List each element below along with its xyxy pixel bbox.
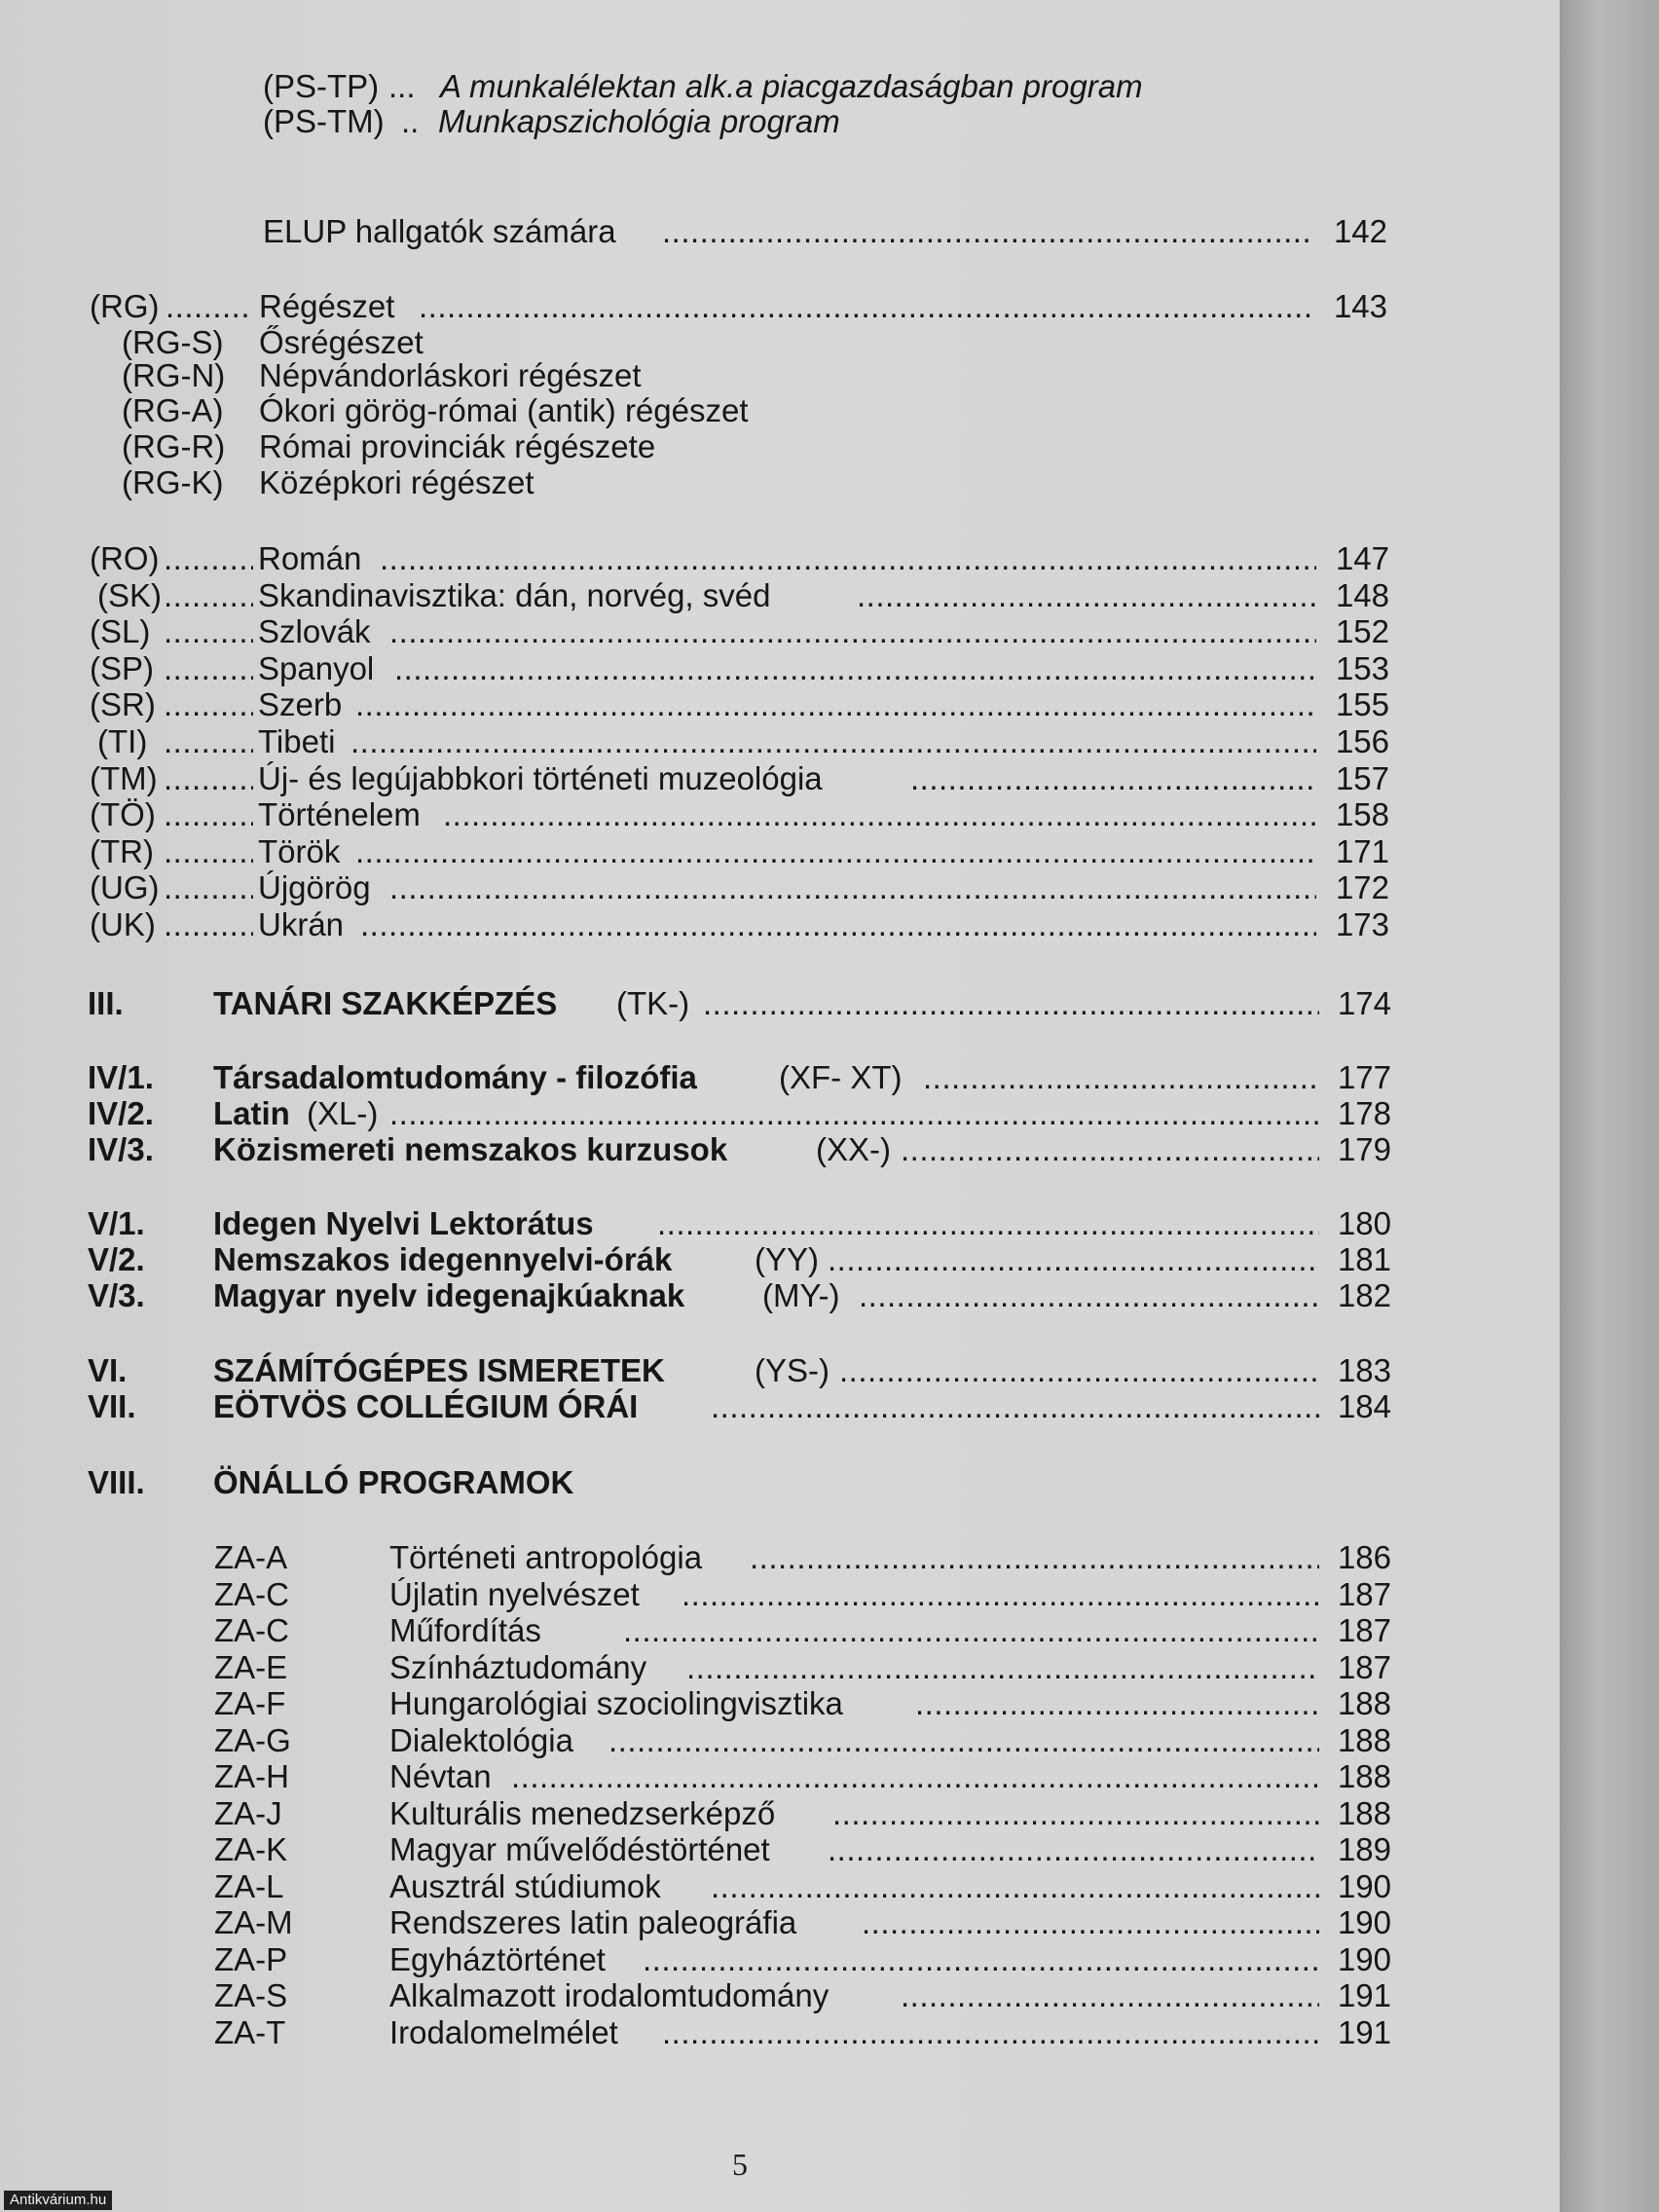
entry-title: Kulturális menedzserképző xyxy=(389,1795,776,1831)
entry-code: ZA-G xyxy=(214,1722,291,1758)
toc-section-heading xyxy=(0,1132,1560,1167)
entry-page: 156 xyxy=(1335,723,1389,759)
entry-title: Újlatin nyelvészet xyxy=(389,1576,640,1612)
dot-leader xyxy=(164,541,253,576)
toc-entry-program xyxy=(0,1686,1560,1721)
section-number: VII. xyxy=(88,1388,136,1424)
entry-page: 158 xyxy=(1335,796,1389,832)
toc-entry-program xyxy=(0,1759,1560,1794)
section-code: (XX-) xyxy=(816,1131,891,1167)
entry-page: 152 xyxy=(1335,613,1389,649)
toc-entry-program xyxy=(0,1613,1560,1648)
section-page: 174 xyxy=(1337,985,1391,1021)
entry-page: 191 xyxy=(1337,2014,1391,2050)
entry-title: Dialektológia xyxy=(389,1722,573,1758)
toc-entry-language xyxy=(0,797,1560,832)
entry-title: Török xyxy=(258,833,341,869)
entry-title: Római provinciák régészete xyxy=(259,428,656,464)
section-number: III. xyxy=(88,985,124,1021)
section-number: IV/1. xyxy=(88,1059,154,1095)
entry-title: Névtan xyxy=(389,1758,492,1794)
toc-entry-language xyxy=(0,541,1560,576)
entry-code: (PS-TP) xyxy=(263,68,380,104)
dot-leader xyxy=(394,651,1316,686)
toc-entry-program xyxy=(0,1650,1560,1685)
entry-code: ZA-T xyxy=(214,2014,286,2050)
toc-entry-language xyxy=(0,761,1560,796)
dot-leader xyxy=(166,289,253,324)
entry-title: Új- és legújabbkori történeti muzeológia xyxy=(258,760,823,796)
entry-code: (UK) xyxy=(90,906,156,942)
toc-entry-program xyxy=(0,1723,1560,1758)
entry-code: (RG) xyxy=(90,288,160,324)
dot-leader xyxy=(164,870,253,905)
dot-leader xyxy=(859,1278,1319,1313)
dot-leader xyxy=(862,1905,1319,1940)
entry-title: Rendszeres latin paleográfia xyxy=(389,1904,797,1940)
section-number: VI. xyxy=(88,1352,128,1388)
toc-entry-language xyxy=(0,870,1560,905)
entry-page: 188 xyxy=(1337,1758,1391,1794)
section-page: 183 xyxy=(1337,1352,1391,1388)
dot-leader xyxy=(164,578,253,613)
entry-code: (TÖ) xyxy=(90,796,156,832)
dot-leader xyxy=(164,651,253,686)
section-title: EÖTVÖS COLLÉGIUM ÓRÁI xyxy=(213,1388,639,1424)
section-title: TANÁRI SZAKKÉPZÉS xyxy=(213,985,558,1021)
entry-page: 147 xyxy=(1335,540,1389,576)
dot-leader xyxy=(657,1206,1319,1241)
section-title: Latin xyxy=(213,1095,290,1131)
section-code: (XF- XT) xyxy=(779,1059,903,1095)
dot-leader xyxy=(389,614,1316,649)
section-page: 182 xyxy=(1337,1277,1391,1313)
entry-code: ZA-A xyxy=(214,1539,288,1575)
dot-leader xyxy=(419,289,1314,324)
toc-entry-language xyxy=(0,724,1560,759)
entry-title: Szlovák xyxy=(258,613,371,649)
entry-title: Román xyxy=(258,540,362,576)
entry-page: 153 xyxy=(1335,650,1389,686)
entry-code: ZA-F xyxy=(214,1685,286,1721)
section-page: 184 xyxy=(1337,1388,1391,1424)
toc-section-heading xyxy=(0,1353,1560,1388)
toc-entry-archaeology xyxy=(0,358,1560,393)
entry-title: Spanyol xyxy=(258,650,375,686)
dot-leader xyxy=(839,1353,1319,1388)
toc-section-heading xyxy=(0,1389,1560,1424)
section-title: SZÁMÍTÓGÉPES ISMERETEK xyxy=(213,1352,665,1388)
entry-title: Szerb xyxy=(258,686,343,722)
dot-leader xyxy=(360,907,1316,942)
toc-section-heading xyxy=(0,1242,1560,1277)
section-code: (YS-) xyxy=(755,1352,830,1388)
entry-page: 155 xyxy=(1335,686,1389,722)
entry-code: ZA-L xyxy=(214,1868,284,1904)
toc-entry-program xyxy=(0,1832,1560,1867)
entry-code: (SR) xyxy=(90,686,156,722)
dot-leader xyxy=(355,834,1316,869)
toc-entry-archaeology xyxy=(0,465,1560,500)
entry-title: Újgörög xyxy=(258,869,371,905)
entry-title: Színháztudomány xyxy=(389,1649,647,1685)
toc-entry-ps-tm xyxy=(0,104,1560,139)
dot-leader xyxy=(711,1389,1319,1424)
entry-title: A munkalélektan alk.a piacgazdaságban program xyxy=(440,68,1143,104)
section-page: 180 xyxy=(1337,1205,1391,1241)
dot-leader xyxy=(686,1650,1319,1685)
page-number: 5 xyxy=(732,2147,748,2182)
entry-code: (RG-S) xyxy=(122,324,224,360)
dot-leader xyxy=(923,1060,1319,1095)
toc-entry-language xyxy=(0,651,1560,686)
toc-entry-program xyxy=(0,1905,1560,1940)
entry-page: 148 xyxy=(1335,577,1389,613)
entry-title: Régészet xyxy=(259,288,395,324)
entry-title: Irodalomelmélet xyxy=(389,2014,618,2050)
entry-page: 188 xyxy=(1337,1795,1391,1831)
dot-leader xyxy=(901,1132,1319,1167)
section-code: (TK-) xyxy=(616,985,690,1021)
entry-title: Magyar művelődéstörténet xyxy=(389,1831,770,1867)
dot-leader xyxy=(682,1577,1319,1612)
entry-title: Történeti antropológia xyxy=(389,1539,703,1575)
entry-page: 187 xyxy=(1337,1649,1391,1685)
dot-leader xyxy=(164,834,253,869)
toc-section-heading xyxy=(0,1206,1560,1241)
entry-page: 142 xyxy=(1333,213,1387,249)
entry-page: 190 xyxy=(1337,1904,1391,1940)
toc-section-heading xyxy=(0,1060,1560,1095)
toc-section-heading xyxy=(0,1278,1560,1313)
entry-code: (TM) xyxy=(90,760,158,796)
page-edge-shadow xyxy=(1560,0,1659,2212)
entry-code: (RG-A) xyxy=(122,392,224,428)
dot-leader xyxy=(164,761,253,796)
entry-title: Ókori görög-római (antik) régészet xyxy=(259,392,749,428)
entry-title: Hungarológiai szociolingvisztika xyxy=(389,1685,843,1721)
dot-leader xyxy=(608,1723,1319,1758)
section-code: (MY-) xyxy=(762,1277,840,1313)
entry-title: Középkori régészet xyxy=(259,464,535,500)
section-code: (XL-) xyxy=(307,1095,379,1131)
entry-code: (RO) xyxy=(90,540,160,576)
toc-section-heading xyxy=(0,1465,1560,1500)
toc-entry-program xyxy=(0,1869,1560,1904)
dot-leader xyxy=(662,2015,1319,2050)
dot-leader xyxy=(910,761,1316,796)
toc-entry-archaeology xyxy=(0,429,1560,464)
toc-entry-ps-tp xyxy=(0,69,1560,104)
entry-page: 188 xyxy=(1337,1722,1391,1758)
entry-page: 189 xyxy=(1337,1831,1391,1867)
dot-leader xyxy=(901,1978,1319,2013)
toc-entry-program xyxy=(0,2015,1560,2050)
dot-leader xyxy=(389,870,1316,905)
entry-page: 173 xyxy=(1335,906,1389,942)
dot-leader xyxy=(164,724,253,759)
dot-leader xyxy=(750,1540,1319,1575)
entry-page: 186 xyxy=(1337,1539,1391,1575)
entry-code: ZA-J xyxy=(214,1795,282,1831)
toc-entry-archaeology xyxy=(0,325,1560,360)
dot-leader xyxy=(164,797,253,832)
section-title: Nemszakos idegennyelvi-órák xyxy=(213,1241,673,1277)
entry-code: (SL) xyxy=(90,613,151,649)
dot-leader xyxy=(350,724,1316,759)
entry-page: 172 xyxy=(1335,869,1389,905)
toc-section-heading xyxy=(0,1096,1560,1131)
dot-leader xyxy=(703,986,1319,1021)
section-title: Idegen Nyelvi Lektorátus xyxy=(213,1205,594,1241)
dot-leader xyxy=(164,687,253,722)
section-number: V/3. xyxy=(88,1277,145,1313)
entry-code: ZA-P xyxy=(214,1941,288,1977)
toc-entry-language xyxy=(0,834,1560,869)
entry-title: Történelem xyxy=(258,796,421,832)
dot-leader xyxy=(164,907,253,942)
dot-leader xyxy=(511,1759,1319,1794)
toc-entry-language xyxy=(0,614,1560,649)
toc-entry-language xyxy=(0,578,1560,613)
entry-code: ZA-C xyxy=(214,1576,289,1612)
entry-code: ZA-E xyxy=(214,1649,288,1685)
toc-entry-program xyxy=(0,1942,1560,1977)
entry-title: Ősrégészet xyxy=(259,324,424,360)
dot-leader xyxy=(380,541,1316,576)
toc-entry-program xyxy=(0,1540,1560,1575)
entry-code: (RG-K) xyxy=(122,464,224,500)
dot-leader xyxy=(828,1242,1319,1277)
dot-leader xyxy=(832,1796,1319,1831)
toc-entry-archaeology xyxy=(0,393,1560,428)
entry-title: Tibeti xyxy=(258,723,336,759)
toc-entry-language xyxy=(0,907,1560,942)
dot-leader xyxy=(857,578,1316,613)
entry-page: 191 xyxy=(1337,1977,1391,2013)
entry-title: Ukrán xyxy=(258,906,345,942)
section-title: Közismereti nemszakos kurzusok xyxy=(213,1131,728,1167)
entry-code: (RG-N) xyxy=(122,357,226,393)
section-title: Magyar nyelv idegenajkúaknak xyxy=(213,1277,685,1313)
section-number: V/1. xyxy=(88,1205,145,1241)
toc-entry-program xyxy=(0,1577,1560,1612)
entry-code: (UG) xyxy=(90,869,160,905)
entry-page: 190 xyxy=(1337,1868,1391,1904)
section-page: 177 xyxy=(1337,1059,1391,1095)
entry-code: (RG-R) xyxy=(122,428,226,464)
entry-title: ELUP hallgatók számára xyxy=(263,213,616,249)
section-code: (YY) xyxy=(755,1241,819,1277)
section-page: 179 xyxy=(1337,1131,1391,1167)
section-page: 181 xyxy=(1337,1241,1391,1277)
entry-title: Műfordítás xyxy=(389,1612,541,1648)
entry-page: 187 xyxy=(1337,1576,1391,1612)
toc-entry-program xyxy=(0,1796,1560,1831)
section-title: ÖNÁLLÓ PROGRAMOK xyxy=(213,1464,574,1500)
entry-code: ZA-C xyxy=(214,1612,289,1648)
entry-title: Népvándorláskori régészet xyxy=(259,357,642,393)
toc-section-heading xyxy=(0,986,1560,1021)
dot-leader xyxy=(643,1942,1319,1977)
entry-code: (TR) xyxy=(90,833,154,869)
dot-leader xyxy=(662,214,1314,249)
dot-leader xyxy=(164,614,253,649)
entry-code: ZA-K xyxy=(214,1831,288,1867)
dot-leader xyxy=(389,1096,1319,1131)
dot-leader xyxy=(355,687,1316,722)
dot-leader xyxy=(828,1832,1319,1867)
entry-page: 171 xyxy=(1335,833,1389,869)
entry-code: (SP) xyxy=(90,650,154,686)
section-number: IV/2. xyxy=(88,1095,154,1131)
dot-leader xyxy=(623,1613,1319,1648)
toc-entry-program xyxy=(0,1978,1560,2013)
toc-entry-elup xyxy=(0,214,1560,249)
section-number: V/2. xyxy=(88,1241,145,1277)
entry-title: Munkapszichológia program xyxy=(438,103,840,139)
entry-title: Skandinavisztika: dán, norvég, svéd xyxy=(258,577,771,613)
dot-leader xyxy=(711,1869,1319,1904)
entry-page: 143 xyxy=(1333,288,1387,324)
entry-title: Egyháztörténet xyxy=(389,1941,606,1977)
entry-title: Alkalmazott irodalomtudomány xyxy=(389,1977,830,2013)
entry-code: (SK) xyxy=(97,577,162,613)
dot-leader xyxy=(443,797,1316,832)
entry-page: 188 xyxy=(1337,1685,1391,1721)
entry-separator: ... xyxy=(388,68,416,104)
watermark: Antikvárium.hu xyxy=(4,2191,112,2210)
toc-entry-language xyxy=(0,687,1560,722)
entry-code: ZA-H xyxy=(214,1758,289,1794)
entry-page: 157 xyxy=(1335,760,1389,796)
entry-code: (PS-TM) xyxy=(263,103,385,139)
entry-code: ZA-M xyxy=(214,1904,293,1940)
entry-code: ZA-S xyxy=(214,1977,288,2013)
section-number: IV/3. xyxy=(88,1131,154,1167)
toc-entry-archaeology xyxy=(0,289,1560,324)
entry-code: (TI) xyxy=(97,723,148,759)
entry-title: Ausztrál stúdiumok xyxy=(389,1868,661,1904)
section-title: Társadalomtudomány - filozófia xyxy=(213,1059,697,1095)
section-number: VIII. xyxy=(88,1464,145,1500)
entry-page: 190 xyxy=(1337,1941,1391,1977)
entry-separator: .. xyxy=(401,103,420,139)
dot-leader xyxy=(915,1686,1319,1721)
section-page: 178 xyxy=(1337,1095,1391,1131)
entry-page: 187 xyxy=(1337,1612,1391,1648)
